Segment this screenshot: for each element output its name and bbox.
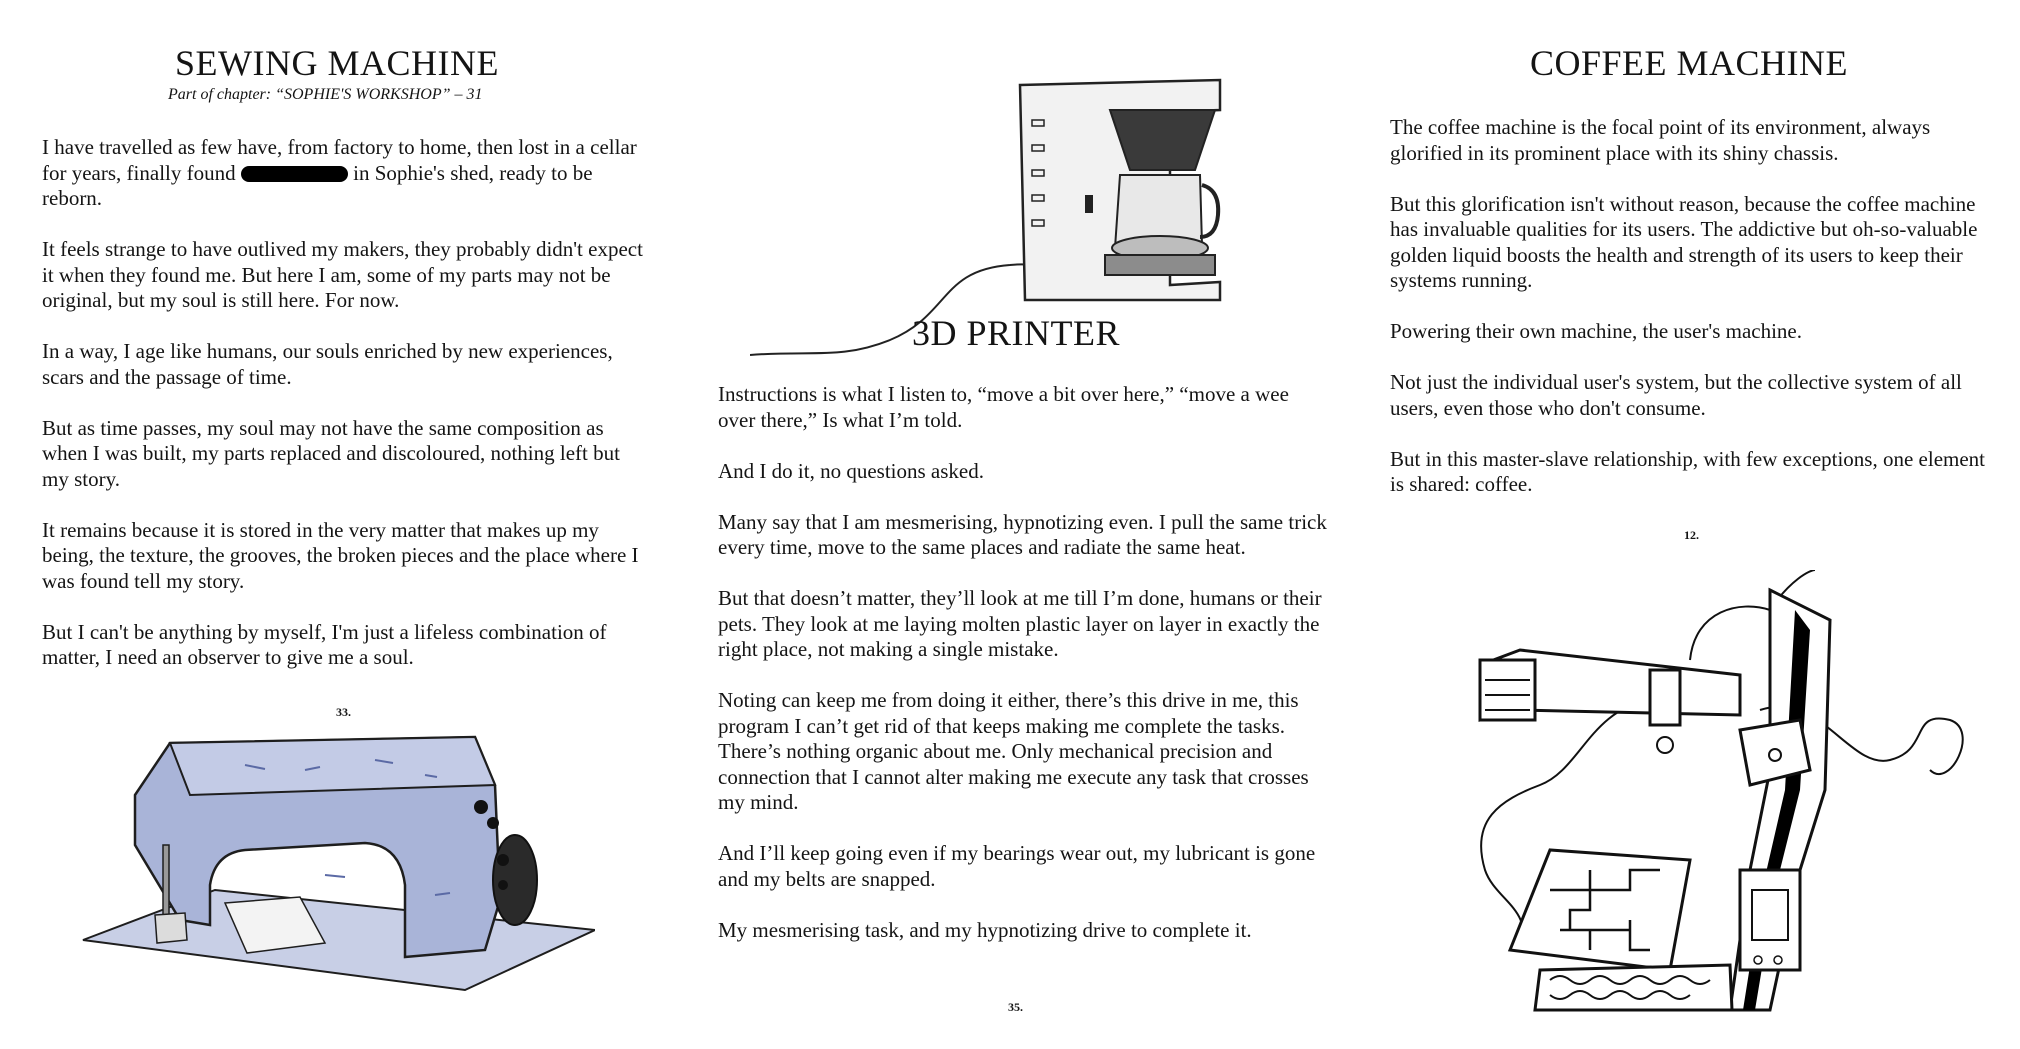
page-sewing-machine <box>0 0 690 1049</box>
printer-illustration <box>1440 570 1980 1020</box>
paragraph: Noting can keep me from doing it either, there’s this drive in me, this program I can’t get rid of that keeps making me complete the tasks. There’s nothing organic about me. Only mechanical precision and connection that I cannot alter making me execute any task that crosses my mind. <box>718 688 1309 814</box>
paragraph: Many say that I am mesmerising, hypnotizing even. I pull the same trick every time, move to the same places and radiate the same heat. <box>718 509 1327 559</box>
paragraph: But this glorification isn't without reason, because the coffee machine has invaluable qualities for its users. The addictive but oh-so-valuable golden liquid boosts the health and strength of its users to keep their systems running. <box>1390 191 1978 292</box>
paragraph: The coffee machine is the focal point of its environment, always glorified in its prominent place with its shiny chassis. <box>1390 115 1931 165</box>
paragraph: Not just the individual user's system, but the collective system of all users, even those who don't consume. <box>1390 370 1962 420</box>
body-text <box>1390 115 1990 523</box>
page-3d-printer <box>690 0 1350 1049</box>
paragraph: But in this master-slave relationship, with few exceptions, one element is shared: coffee. <box>1390 446 1986 496</box>
paragraph-text: I have travelled as few have, from factory to home, then lost in a cellar for years, finally found <box>42 135 637 185</box>
page-title: SEWING MACHINE <box>175 43 499 83</box>
paragraph: In a way, I age like humans, our souls enriched by new experiences, scars and the passage of time. <box>42 339 613 389</box>
paragraph: It remains because it is stored in the very matter that makes up my being, the texture, the grooves, the broken pieces and the place where I was found tell my story. <box>42 517 639 593</box>
paragraph: My mesmerising task, and my hypnotizing drive to complete it. <box>718 917 1252 942</box>
paragraph: Powering their own machine, the user's machine. <box>1390 319 1803 343</box>
paragraph: And I’ll keep going even if my bearings wear out, my lubricant is gone and my belts are snapped. <box>718 841 1316 891</box>
chapter-subtitle: Part of chapter: “SOPHIE'S WORKSHOP” – 31 <box>168 86 483 103</box>
sewing-machine-illustration <box>75 725 595 995</box>
redaction-mark <box>241 166 348 182</box>
body-text <box>42 135 652 696</box>
page-number: 33. <box>336 705 351 719</box>
paragraph: But as time passes, my soul may not have the same composition as when I was built, my parts replaced and discoloured, nothing left but my story. <box>42 415 620 491</box>
paragraph: But that doesn’t matter, they’ll look at me till I’m done, humans or their pets. They look at me laying molten plastic layer on layer in exactly the right place, not making a single mistake. <box>718 586 1322 661</box>
paragraph: It feels strange to have outlived my makers, they probably didn't expect it when they found me. But here I am, some of my parts may not be original, but my soul is still here. For now. <box>42 237 643 312</box>
paragraph: Instructions is what I listen to, “move a bit over here,” “move a wee over there,” Is what I’m told. <box>718 382 1289 432</box>
page-number: 35. <box>1008 1000 1023 1014</box>
page-number: 12. <box>1684 528 1699 542</box>
paragraph: And I do it, no questions asked. <box>718 458 984 483</box>
page-coffee-machine <box>1350 0 2020 1049</box>
page-title: COFFEE MACHINE <box>1530 43 1849 83</box>
body-text <box>718 382 1328 969</box>
paragraph <box>42 135 652 212</box>
page-title: 3D PRINTER <box>912 313 1121 353</box>
paragraph-text: in Sophie's shed, ready to be reborn. <box>42 160 593 210</box>
paragraph: But I can't be anything by myself, I'm just a lifeless combination of matter, I need an observer to give me a soul. <box>42 619 607 669</box>
